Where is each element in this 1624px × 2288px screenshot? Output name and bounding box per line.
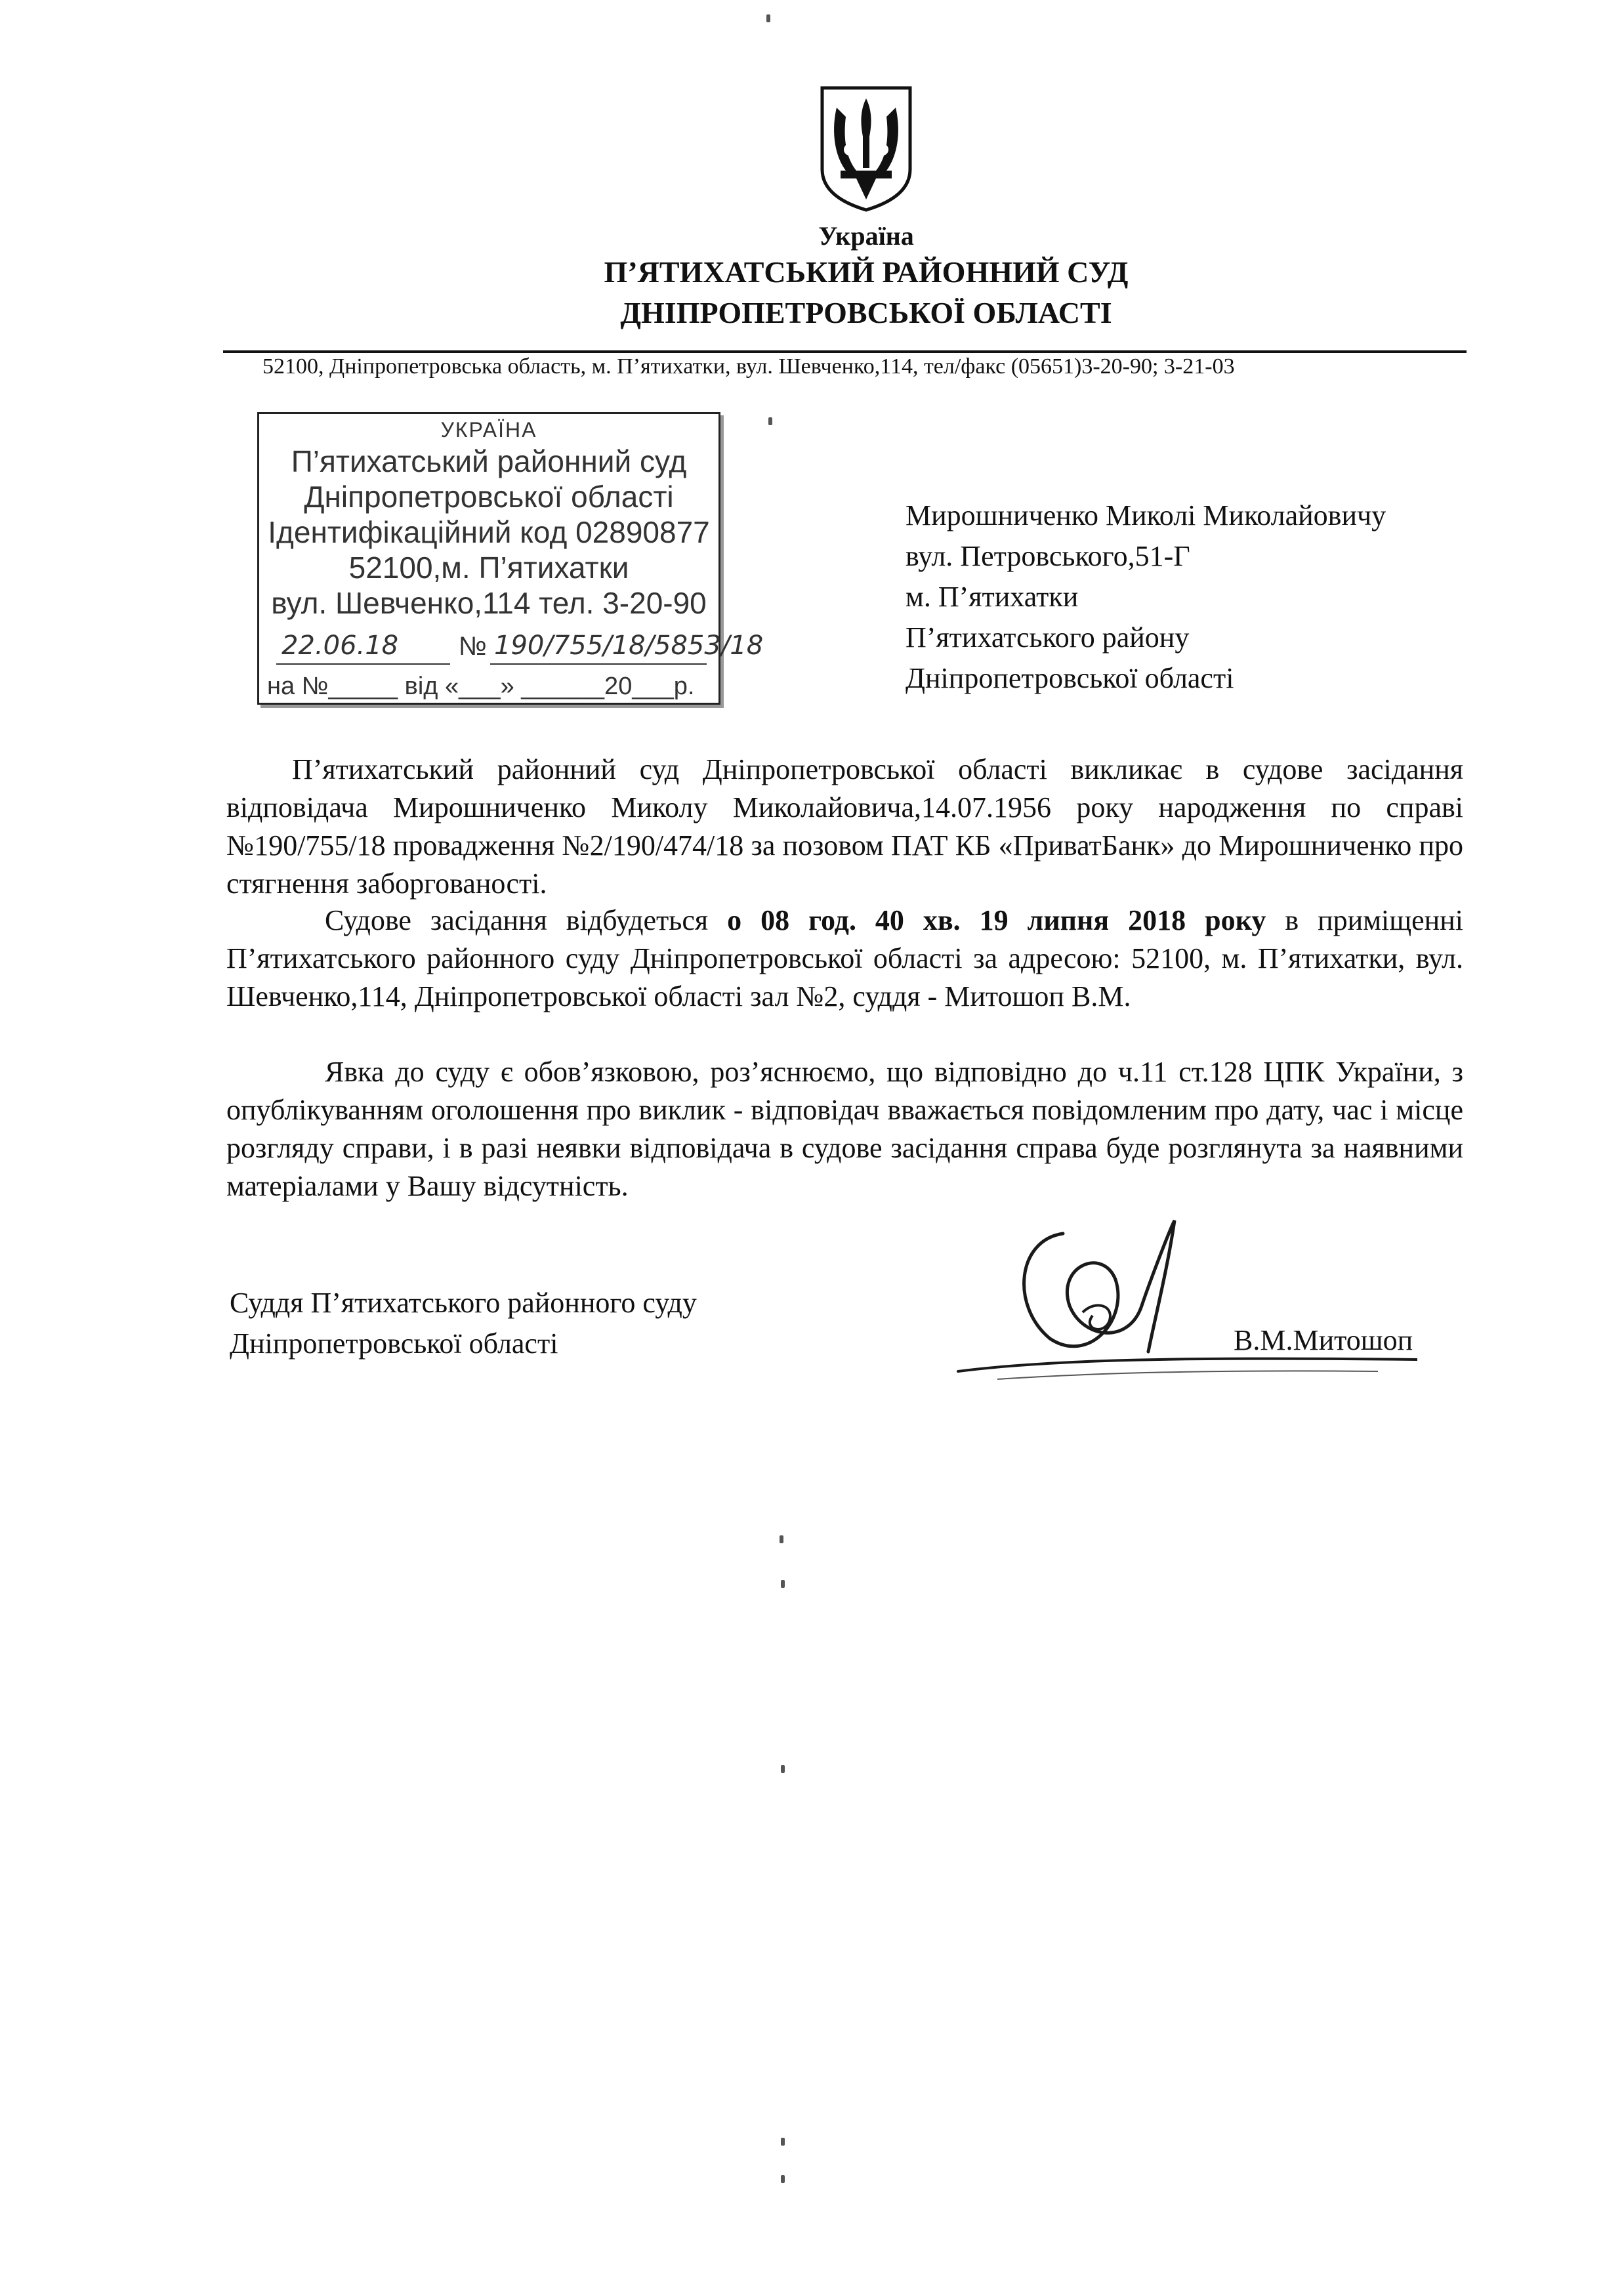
header-divider [223, 350, 1467, 353]
stamp-line-country: УКРАЇНА [440, 418, 537, 442]
stamp-number-underline [490, 663, 707, 665]
handwritten-signature-icon [919, 1207, 1417, 1424]
stamp-line-street: вул. Шевченко,114 тел. 3-20-90 [271, 586, 707, 620]
scan-mark [781, 1765, 785, 1773]
scan-mark [768, 417, 772, 425]
scan-mark [780, 1535, 783, 1543]
scan-mark [781, 1580, 785, 1588]
stamp-line-code: Ідентифікаційний код 02890877 [268, 515, 710, 549]
header-country: Україна [818, 221, 914, 251]
judge-title-block [230, 1283, 697, 1364]
scan-mark [781, 2175, 785, 2183]
recipient-street: вул. Петровського,51-Г [906, 540, 1190, 572]
summons-paragraph-1: П’ятихатський районний суд Дніпропетровської області викликає в судове засідання відповідача Мирошниченко Миколу Миколайовича,14.07.1956 року народження по справі №190/755/18 провадження №2/190/474/18 за позовом ПАТ КБ «ПриватБанк» до Мирошниченко про стягнення заборгованості. [226, 753, 1463, 900]
recipient-name: Мирошниченко Миколі Миколайовичу [906, 499, 1386, 531]
hearing-datetime: о 08 год. 40 хв. 19 липня 2018 року [727, 904, 1266, 936]
tryzub-emblem-icon [817, 84, 915, 213]
stamp-reg-date: 22.06.18 [281, 631, 399, 661]
stamp-line-city: 52100,м. П’ятихатки [348, 551, 629, 585]
judge-title-line-1: Суддя П’ятихатського районного суду [230, 1287, 697, 1319]
recipient-address-block [906, 495, 1386, 699]
registration-stamp [257, 412, 764, 705]
stamp-reg-no-label: № [459, 632, 487, 661]
scan-mark [766, 14, 770, 22]
judge-title-line-2: Дніпропетровської області [230, 1327, 558, 1360]
header-court-name: П’ЯТИХАТСЬКИЙ РАЙОННИЙ СУД [604, 255, 1129, 289]
stamp-line-court: П’ятихатський районний суд [291, 444, 687, 478]
stamp-reference-line: на №_____ від «___» ______20___р. [267, 673, 695, 700]
hearing-text-before: Судове засідання відбудеться [325, 904, 728, 936]
stamp-reg-number: 190/755/18/5853/18 [494, 631, 764, 661]
stamp-line-region: Дніпропетровської області [304, 480, 674, 514]
recipient-region: Дніпропетровської області [906, 662, 1234, 694]
summons-paragraph-3: Явка до суду є обов’язковою, роз’яснюємо, що відповідно до ч.11 ст.128 ЦПК України, з опублікуванням оголошення про виклик - відповідач вважається повідомленим про дату, час і місце розгляду справи, і в разі неявки відповідача в судове засідання справа буде розглянута за наявними матеріалами у Вашу відсутність. [226, 1056, 1463, 1202]
stamp-registration-row [270, 631, 764, 670]
header-region: ДНІПРОПЕТРОВСЬКОЇ ОБЛАСТІ [620, 296, 1112, 329]
scan-mark [781, 2138, 785, 2146]
recipient-city: м. П’ятихатки [906, 581, 1079, 613]
recipient-district: П’ятихатського району [906, 621, 1190, 654]
stamp-date-underline [276, 663, 450, 665]
judge-name: В.М.Митошоп [1234, 1324, 1413, 1356]
header-address: 52100, Дніпропетровська область, м. П’ятихатки, вул. Шевченко,114, тел/факс (05651)3-20-90; 3-21-03 [262, 354, 1235, 379]
hearing-text-after: в приміщенні П’ятихатського районного суду Дніпропетровської області за адресою: 52100, м. П’ятихатки, вул. Шевченко,114, Дніпропетровської області зал №2, суддя - Митошоп В.М. [226, 904, 1463, 1012]
summons-paragraph-2 [226, 902, 1463, 1016]
